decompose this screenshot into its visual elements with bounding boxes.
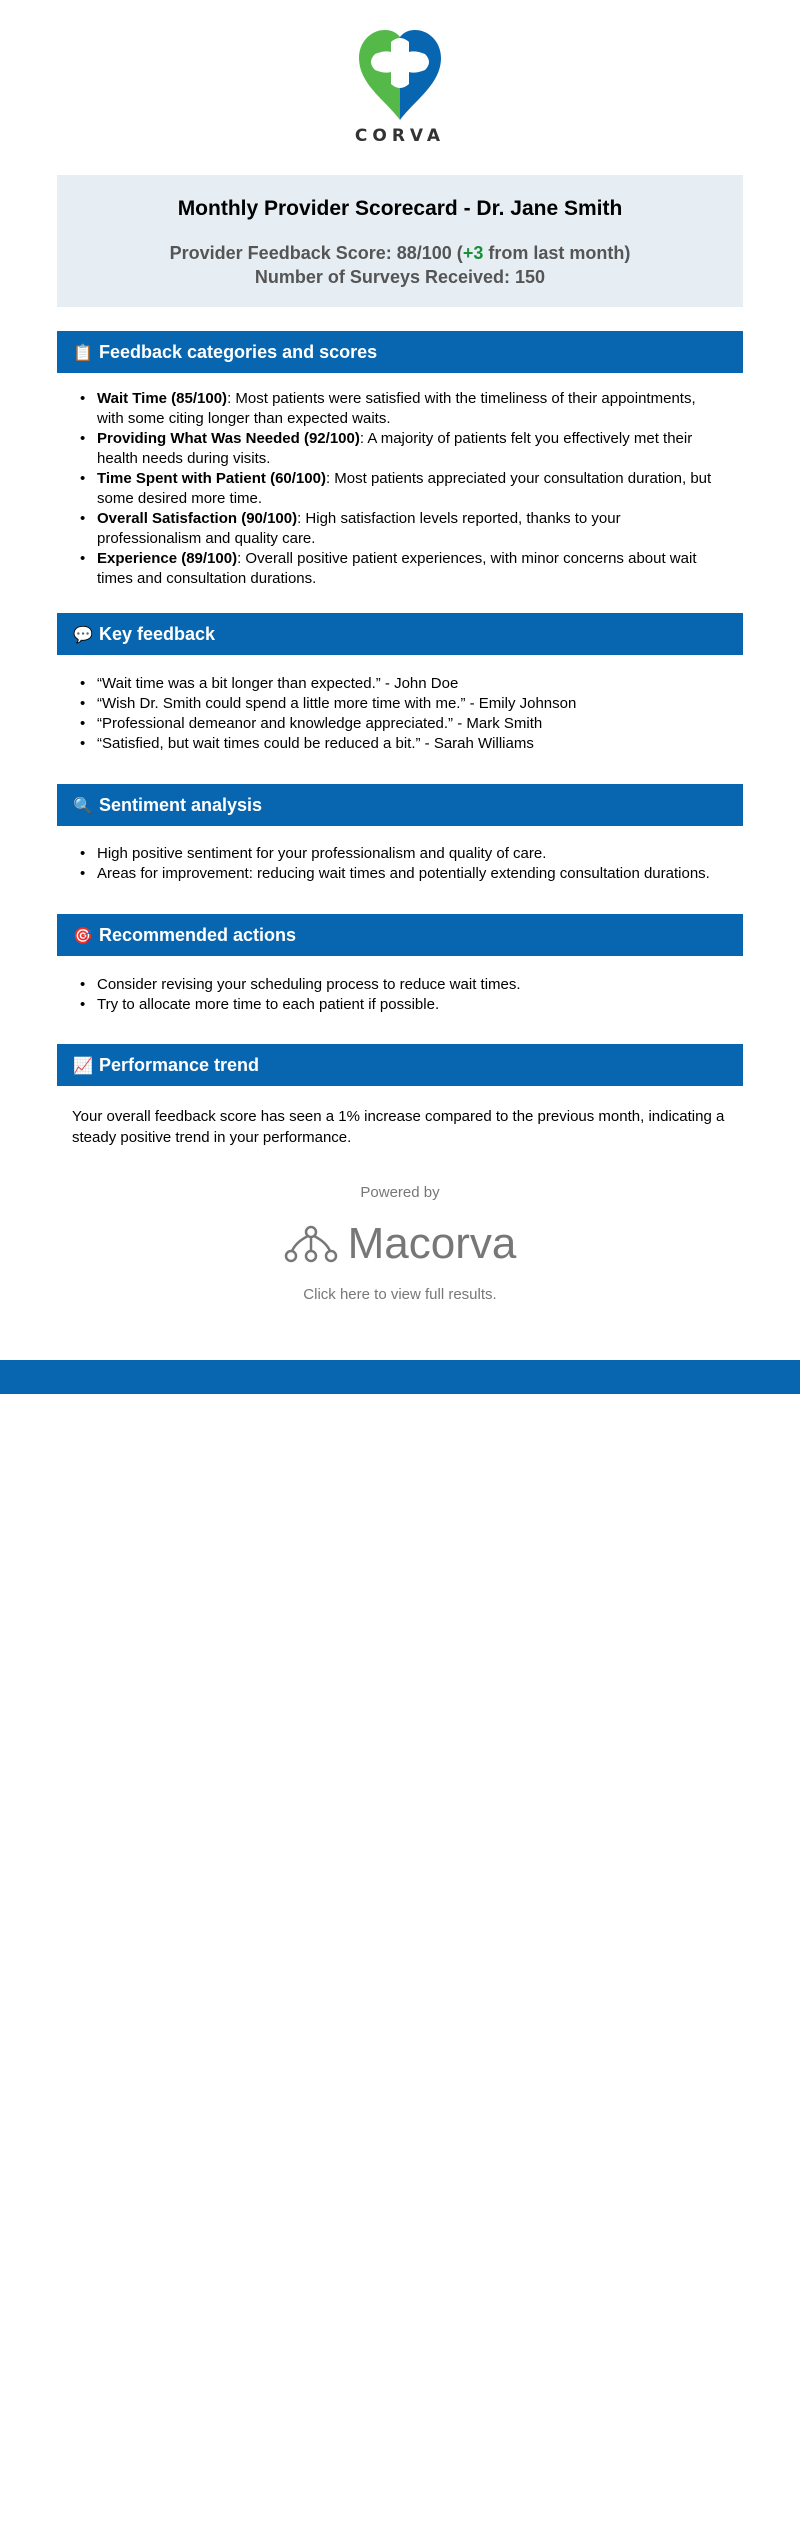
list-item: • Overall Satisfaction (90/100): High satisfaction levels reported, thanks to your professionalism and quality care. xyxy=(80,509,720,549)
scorecard-title: Monthly Provider Scorecard - Dr. Jane Smith xyxy=(177,197,623,220)
macorva-logo[interactable] xyxy=(0,1220,800,1268)
section-header-trend xyxy=(57,1044,743,1086)
score-panel xyxy=(57,175,743,307)
key-feedback-list xyxy=(80,674,720,754)
sentiment-list xyxy=(80,844,720,884)
score-delta: +3 xyxy=(462,243,484,263)
section-header-key-feedback xyxy=(57,613,743,655)
view-full-results-link[interactable]: Click here to view full results. xyxy=(303,1286,497,1303)
list-item: • Time Spent with Patient (60/100): Most patients appreciated your consultation duration, but some desired more time. xyxy=(80,469,720,509)
list-item: • “Wait time was a bit longer than expected.” - John Doe xyxy=(80,674,720,694)
categories-list xyxy=(80,389,720,589)
survey-count: Number of Surveys Received: 150 xyxy=(254,267,546,287)
feedback-score xyxy=(57,241,743,265)
list-item: • Areas for improvement: reducing wait times and potentially extending consultation durations. xyxy=(80,864,720,884)
corva-logo xyxy=(0,28,800,146)
actions-list xyxy=(80,975,720,1015)
target-icon: 🎯 xyxy=(73,925,93,945)
clipboard-icon: 📋 xyxy=(73,342,93,362)
list-item: • Try to allocate more time to each patient if possible. xyxy=(80,995,720,1015)
score-prefix: Provider Feedback Score: 88/100 ( xyxy=(169,243,463,263)
score-suffix: from last month) xyxy=(483,243,631,263)
section-header-categories xyxy=(57,331,743,373)
list-item: • Providing What Was Needed (92/100): A majority of patients felt you effectively met their health needs during visits. xyxy=(80,429,720,469)
section-header-actions xyxy=(57,914,743,956)
speech-bubble-icon: 💬 xyxy=(73,624,93,644)
list-item: • “Wish Dr. Smith could spend a little more time with me.” - Emily Johnson xyxy=(80,694,720,714)
magnifier-icon: 🔍 xyxy=(73,795,93,815)
section-header-sentiment xyxy=(57,784,743,826)
logo-text: CORVA xyxy=(354,126,446,146)
section-title: Feedback categories and scores xyxy=(99,341,378,362)
macorva-name: Macorva xyxy=(347,1219,517,1268)
macorva-nodes-icon xyxy=(284,1224,338,1264)
list-item: • High positive sentiment for your professionalism and quality of care. xyxy=(80,844,720,864)
section-title: Recommended actions xyxy=(99,924,297,945)
section-title: Performance trend xyxy=(99,1054,260,1075)
list-item: • Consider revising your scheduling process to reduce wait times. xyxy=(80,975,720,995)
powered-by-label: Powered by xyxy=(360,1184,440,1201)
list-item: • Experience (89/100): Overall positive patient experiences, with minor concerns about wait times and consultation durations. xyxy=(80,549,720,589)
list-item: • “Professional demeanor and knowledge appreciated.” - Mark Smith xyxy=(80,714,720,734)
section-title: Sentiment analysis xyxy=(99,794,263,815)
list-item: • “Satisfied, but wait times could be reduced a bit.” - Sarah Williams xyxy=(80,734,720,754)
trend-text: Your overall feedback score has seen a 1% increase compared to the previous month, indicating a steady positive trend in your performance. xyxy=(72,1108,725,1146)
list-item: • Wait Time (85/100): Most patients were satisfied with the timeliness of their appointments, with some citing longer than expected waits. xyxy=(80,389,720,429)
chart-up-icon: 📈 xyxy=(73,1055,93,1075)
section-title: Key feedback xyxy=(99,623,216,644)
footer-bar xyxy=(0,1360,800,1394)
corva-logo-icon xyxy=(355,28,445,122)
